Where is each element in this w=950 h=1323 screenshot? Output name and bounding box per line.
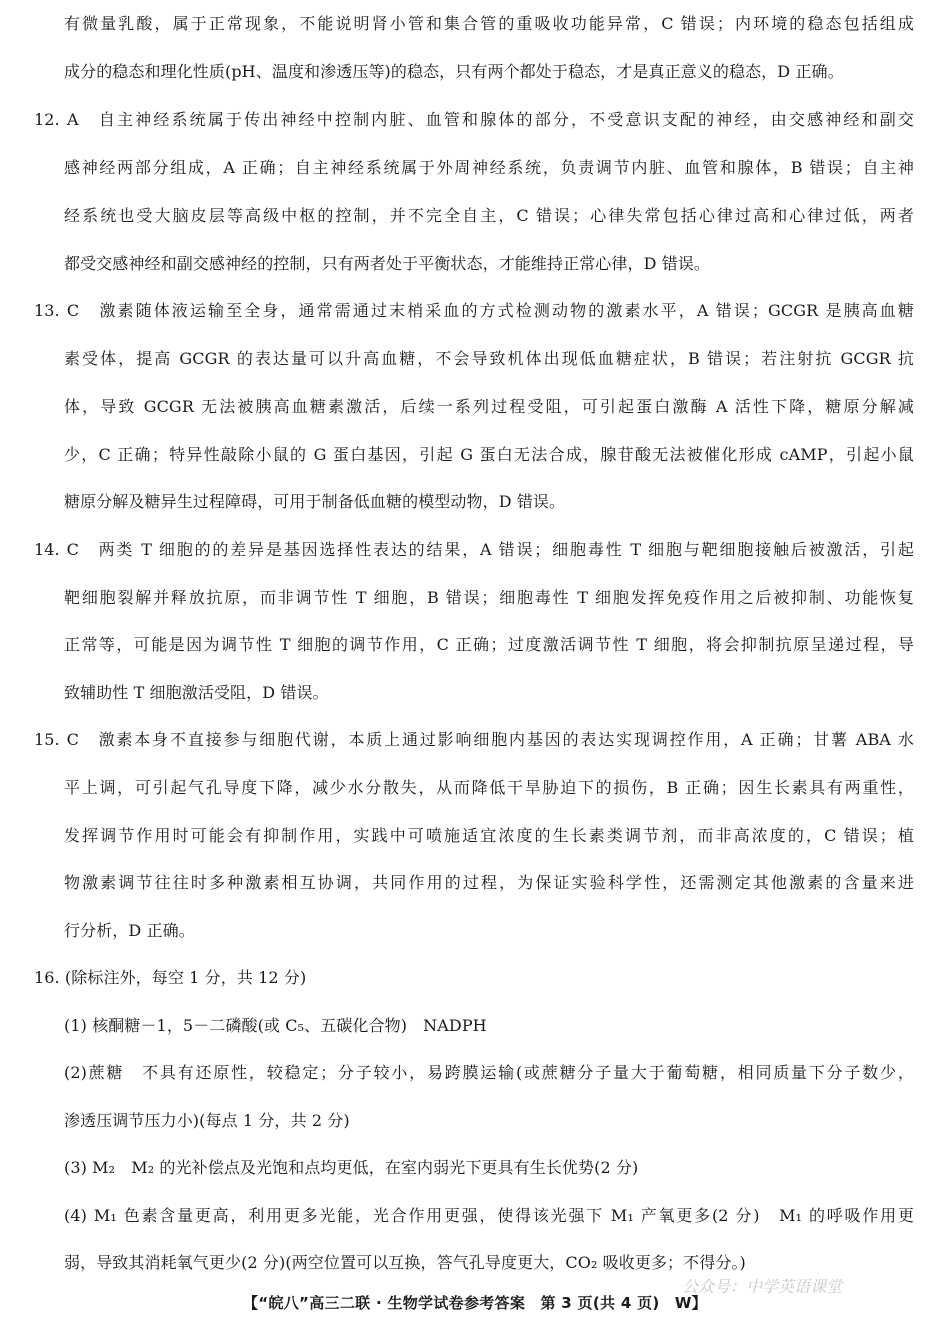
answer-16-header: 16. (除标注外，每空 1 分，共 12 分) — [34, 968, 307, 987]
answer-16-part-4-line-2: 弱，导致其消耗氧气更少(2 分)(两空位置可以互换，答气孔导度更大，CO₂ 吸收更多；不得分。) — [64, 1253, 746, 1272]
answer-13-line-4: 少，C 正确；特异性敲除小鼠的 G 蛋白基因，引起 G 蛋白无法合成，腺苷酸无法被催化形成 cAMP，引起小鼠 — [64, 445, 914, 464]
answer-14-line-3: 正常等，可能是因为调节性 T 细胞的调节作用，C 正确；过度激活调节性 T 细胞，将会抑制抗原呈递过程，导 — [64, 635, 914, 654]
page-footer: 【“皖八”高三二联 · 生物学试卷参考答案 第 3 页(共 4 页) W】 — [243, 1294, 707, 1312]
answer-13-line-1: 13. C 激素随体液运输至全身，通常需通过末梢采血的方式检测动物的激素水平，A 错误；GCGR 是胰高血糖 — [34, 301, 914, 320]
answer-13-line-2: 素受体，提高 GCGR 的表达量可以升高血糖，不会导致机体出现低血糖症状，B 错误；若注射抗 GCGR 抗 — [64, 349, 914, 368]
answer-12-line-2: 感神经两部分组成，A 正确；自主神经系统属于外周神经系统，负责调节内脏、血管和腺体，B 错误；自主神 — [64, 158, 914, 177]
answer-14-line-1: 14. C 两类 T 细胞的的差异是基因选择性表达的结果，A 错误；细胞毒性 T 细胞与靶细胞接触后被激活，引起 — [34, 540, 914, 559]
answer-16-part-2-line-2: 渗透压调节压力小)(每点 1 分，共 2 分) — [64, 1111, 350, 1130]
answer-16-part-3: (3) M₂ M₂ 的光补偿点及光饱和点均更低，在室内弱光下更具有生长优势(2 分) — [64, 1158, 639, 1177]
answer-13-line-5: 糖原分解及糖异生过程障碍，可用于制备低血糖的模型动物，D 错误。 — [64, 492, 566, 511]
answer-15-line-3: 发挥调节作用时可能会有抑制作用，实践中可喷施适宜浓度的生长素类调节剂，而非高浓度的，C 错误；植 — [64, 826, 914, 845]
answer-12-line-3: 经系统也受大脑皮层等高级中枢的控制，并不完全自主，C 错误；心律失常包括心律过高和心律过低，两者 — [64, 206, 914, 225]
text-line-1: 有微量乳酸，属于正常现象，不能说明肾小管和集合管的重吸收功能异常，C 错误；内环境的稳态包括组成 — [64, 14, 914, 33]
answer-15-line-4: 物激素调节往往时多种激素相互协调，共同作用的过程，为保证实验科学性，还需测定其他激素的含量来进 — [64, 873, 914, 892]
answer-14-line-2: 靶细胞裂解并释放抗原，而非调节性 T 细胞，B 错误；细胞毒性 T 细胞发挥免疫作用之后被抑制、功能恢复 — [64, 588, 914, 607]
answer-16-part-1: (1) 核酮糖－1，5－二磷酸(或 C₅、五碳化合物) NADPH — [64, 1016, 487, 1035]
answer-12-line-1: 12. A 自主神经系统属于传出神经中控制内脏、血管和腺体的部分，不受意识支配的神经，由交感神经和副交 — [34, 110, 914, 129]
text-line-2: 成分的稳态和理化性质(pH、温度和渗透压等)的稳态，只有两个都处于稳态，才是真正意义的稳态，D 正确。 — [64, 62, 844, 81]
answer-16-part-2-line-1: (2)蔗糖 不具有还原性，较稳定；分子较小，易跨膜运输(或蔗糖分子量大于葡萄糖，相同质量下分子数少， — [64, 1063, 914, 1082]
watermark: 公众号：中学英语课堂 — [682, 1277, 843, 1296]
answer-13-line-3: 体，导致 GCGR 无法被胰高血糖素激活，后续一系列过程受阻，可引起蛋白激酶 A 活性下降，糖原分解减 — [64, 397, 914, 416]
answer-15-line-2: 平上调，可引起气孔导度下降，减少水分散失，从而降低干旱胁迫下的损伤，B 正确；因生长素具有两重性， — [64, 778, 914, 797]
answer-15-line-1: 15. C 激素本身不直接参与细胞代谢，本质上通过影响细胞内基因的表达实现调控作用，A 正确；甘薯 ABA 水 — [34, 730, 914, 749]
answer-12-line-4: 都受交感神经和副交感神经的控制，只有两者处于平衡状态，才能维持正常心律，D 错误。 — [64, 254, 711, 273]
answer-16-part-4-line-1: (4) M₁ 色素含量更高，利用更多光能，光合作用更强，使得该光强下 M₁ 产氧更多(2 分) M₁ 的呼吸作用更 — [64, 1206, 914, 1225]
answer-15-line-5: 行分析，D 正确。 — [64, 921, 195, 940]
answer-14-line-4: 致辅助性 T 细胞激活受阻，D 错误。 — [64, 683, 329, 702]
